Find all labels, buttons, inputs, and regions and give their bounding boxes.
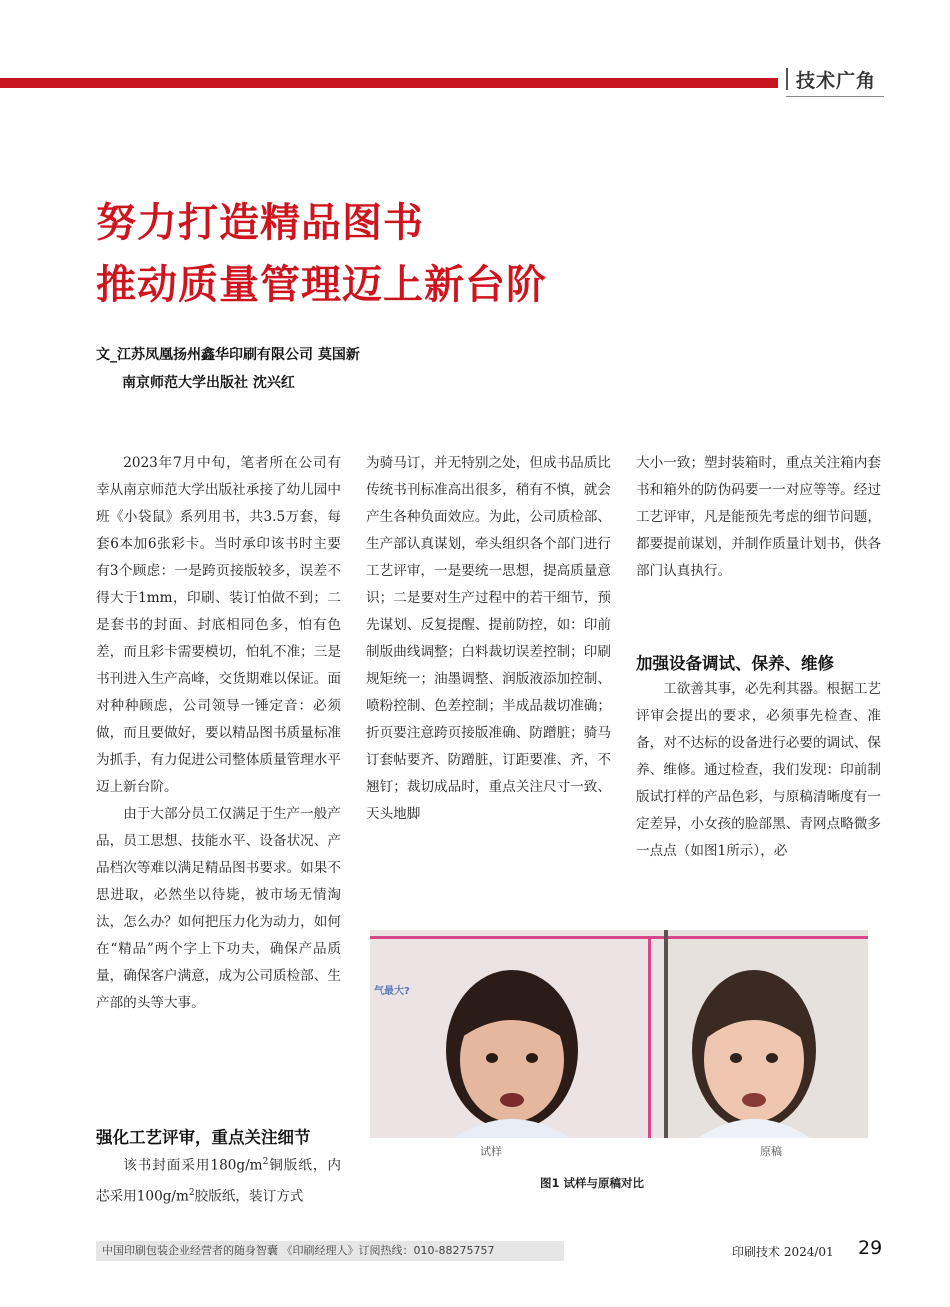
- title-line-1: 努力打造精品图书: [96, 200, 424, 246]
- column-1-continued: [96, 1149, 341, 1210]
- paragraph: 由于大部分员工仅满足于生产一般产品，员工思想、技能水平、设备状况、产品档次等难以满足精品图书要求。如果不思进取，必然坐以待毙，被市场无情淘汰，怎么办？如何把压力化为动力，如何在“精品”两个字上下功夫，确保产品质量，确保客户满意，成为公司质检部、生产部的头等大事。: [96, 806, 341, 1011]
- column-2: [366, 450, 611, 828]
- paragraph: 为骑马订，并无特别之处，但成书品质比传统书刊标准高出很多，稍有不慎，就会产生各种负面效应。为此，公司质检部、生产部认真谋划，牵头组织各个部门进行工艺评审，一是要统一思想，提高质量意识；二是要对生产过程中的若干细节，预先谋划、反复提醒、提前防控，如：印前制版曲线调整；白料裁切误差控制；印刷规矩统一；油墨调整、润版液添加控制、喷粉控制、色差控制；半成品裁切准确；折页要注意跨页接版准确、防蹭脏；骑马订套帖要齐、防蹭脏，订距要准、齐，不翘钉；裁切成品时，重点关注尺寸一致、天头地脚: [366, 455, 611, 822]
- header-red-bar: [0, 78, 778, 88]
- girl-image: [370, 930, 664, 1138]
- heading-process-review: 强化工艺评审，重点关注细节: [96, 1128, 311, 1147]
- article-title: [96, 192, 547, 316]
- girl-image: [668, 930, 868, 1138]
- footer-slogan: 中国印刷包装企业经营者的随身智囊 《印刷经理人》订阅热线：010-88275757: [96, 1241, 564, 1261]
- column-1: [96, 450, 341, 1017]
- paragraph: 该书封面采用$180g/m^2$铜版纸，内芯采用$100g/m^2$胶版纸，装订方式: [96, 1157, 342, 1205]
- section-label: 技术广角: [796, 70, 877, 92]
- page-number: 29: [858, 1237, 883, 1259]
- label-original: 原稿: [760, 1145, 782, 1158]
- original-photo: [668, 930, 868, 1138]
- byline-2: 南京师范大学出版社 沈兴红: [122, 375, 295, 391]
- journal-issue: 印刷技术 2024/01: [732, 1245, 834, 1259]
- label-sample: 试样: [480, 1145, 502, 1158]
- figure-caption: 图1 试样与原稿对比: [540, 1176, 645, 1190]
- paragraph: 工欲善其事，必先利其器。根据工艺评审会提出的要求，必须事先检查、准备，对不达标的设备进行必要的调试、保养、维修。通过检查，我们发现：印前制版试打样的产品色彩，与原稿清晰度有一定差异，小女孩的脸部黑、青网点略微多一点点（如图1所示），必: [636, 681, 881, 859]
- section-underline: [786, 96, 884, 97]
- paragraph: 2023年7月中旬，笔者所在公司有幸从南京师范大学出版社承接了幼儿园中班《小袋鼠》系列用书，共3.5万套，每套6本加6张彩卡。当时承印该书时主要有3个顾虑：一是跨页接版较多，误差不得大于1mm，印刷、装订怕做不到；二是套书的封面、封底相同色多，怕有色差，而且彩卡需要模切，怕轧不准；三是书刊进入生产高峰，交货期难以保证。面对种种顾虑，公司领导一锤定音：必须做，而且要做好，要以精品图书质量标准为抓手，有力促进公司整体质量管理水平迈上新台阶。: [96, 455, 341, 795]
- heading-equipment: 加强设备调试、保养、维修: [636, 654, 834, 673]
- column-3: [636, 450, 881, 585]
- sample-photo: [370, 930, 664, 1138]
- header-divider: [786, 68, 788, 90]
- byline-1: 文_江苏凤凰扬州鑫华印刷有限公司 莫国新: [96, 347, 360, 363]
- title-line-2: 推动质量管理迈上新台阶: [96, 262, 547, 308]
- column-3-continued: [636, 676, 881, 865]
- photo-text: 气最大?: [374, 986, 410, 997]
- paragraph: 大小一致；塑封装箱时，重点关注箱内套书和箱外的防伪码要一一对应等等。经过工艺评审，凡是能预先考虑的细节问题，都要提前谋划，并制作质量计划书，供各部门认真执行。: [636, 455, 881, 579]
- comparison-figure: [370, 930, 868, 1138]
